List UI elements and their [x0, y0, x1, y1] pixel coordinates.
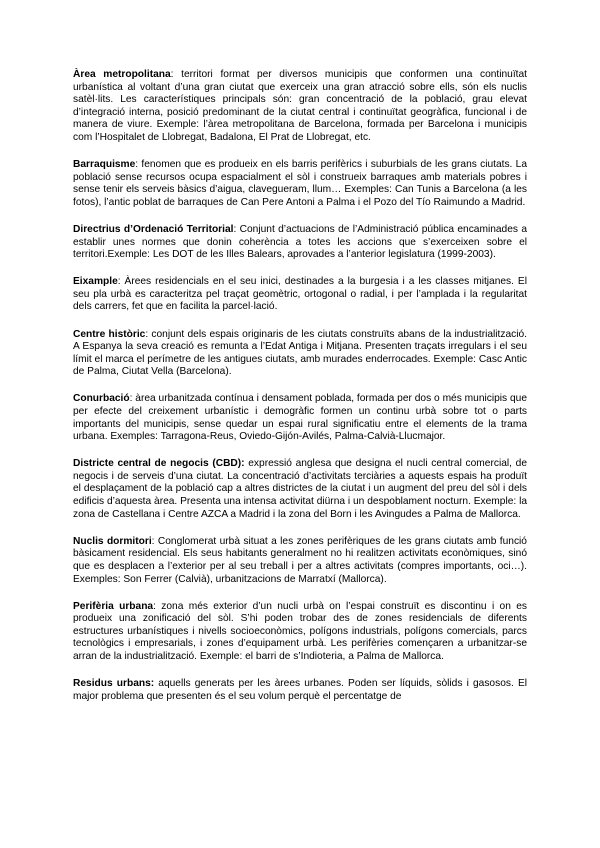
- glossary-definition: : zona més exterior d’un nucli urbà on l’espai construït es discontinu i on es produeix una zonificació del sòl. S’hi poden trobar des de zones residencials de diferents estructures urbanístiques i nivells socioeconòmics, polígons industrials, polígons comercials, parcs tecnològics i empresarials, i zones d’equipament urbà. Les perifèries començaren a urbanitzar-se arran de la industrialització. Exemple: el barri de s’Indioteria, a Palma de Mallorca.: [73, 600, 527, 662]
- glossary-entry-directrius: [73, 224, 527, 262]
- glossary-entry-area-metropolitana: [73, 69, 527, 145]
- glossary-definition: expressió anglesa que designa el nucli central comercial, de negocis i de serveis d’una ciutat. La concentració d’activitats terciàries a aquests espais ha produït el desplaçament de la població cap a altres districtes de la ciutat i un augment del preu del sòl i dels edificis d’aquesta àrea. Presenta una intensa activitat diürna i un despoblament nocturn. Exemple: la zona de Castellana i Centre AZCA a Madrid i la zona del Born i les Avingudes a Palma de Mallorca.: [73, 458, 527, 520]
- glossary-term: Centre històric: [73, 328, 146, 340]
- glossary-definition: : Àrees residencials en el seu inici, destinades a la burgesia i a les classes mitjanes. El seu pla urbà es caracteritza pel traçat geomètric, ortogonal o radial, i per l’amplada i la regularitat dels carrers, fet que en facilita la parcel·lació.: [73, 276, 527, 313]
- glossary-entry-residus-urbans: [73, 678, 527, 703]
- glossary-term: Perifèria urbana: [73, 600, 154, 612]
- glossary-definition: : conjunt dels espais originaris de les ciutats construïts abans de la industrialització. A Espanya la seva creació es remunta a l’Edat Antiga i Mitjana. Presenten traçats irregulars i el seu límit el marca el perímetre de les antigues ciutats, amb murades enderrocades. Exemple: Casc Antic de Palma, Ciutat Vella (Barcelona).: [73, 328, 527, 378]
- glossary-definition: : territori format per diversos municipis que conformen una continuïtat urbanística al voltant d’una gran ciutat que exerceix una gran atracció sobre ells, són els nuclis satèl·lits. Les característiques principals són: gran concentració de la població, grau elevat d’integració interna, posició predominant de la ciutat central i continuïtat geogràfica, funcional i de manera de viure. Exemple: l’àrea metropolitana de Barcelona, formada per Barcelona i municipis com l’Hospitalet de Llobregat, Badalona, El Prat de Llobregat, etc.: [73, 69, 527, 143]
- glossary-entry-eixample: [73, 276, 527, 314]
- glossary-term: Districte central de negocis (CBD):: [73, 458, 245, 470]
- glossary-entry-conurbacio: [73, 393, 527, 443]
- glossary-definition: : fenomen que es produeix en els barris perifèrics i suburbials de les grans ciutats. La població sense recursos ocupa espacialment el sòl i construeix barraques amb materials pobres i sense tenir els serveis bàsics d’aigua, clavegueram, llum… Exemples: Can Tunis a Barcelona (a les fotos), l’antic poblat de barraques de Can Pere Antoni a Palma i el Pozo del Tío Raimundo a Madrid.: [73, 159, 527, 208]
- document-page: [73, 69, 527, 718]
- glossary-term: Eixample: [73, 276, 118, 288]
- glossary-term: Barraquisme: [73, 159, 136, 171]
- glossary-definition: : àrea urbanitzada contínua i densament poblada, formada per dos o més municipis que per efecte del creixement urbanístic i demogràfic formen un continu urbà sobre tot o parts importants del municipis, sense quedar un espai rural significatiu entre el elements de la trama urbana. Exemples: Tarragona-Reus, Oviedo-Gijón-Avilés, Palma-Calvià-Llucmajor.: [73, 393, 527, 443]
- glossary-entry-nuclis-dormitori: [73, 536, 527, 586]
- glossary-entry-periferia-urbana: [73, 601, 527, 664]
- glossary-term: Nuclis dormitori: [73, 535, 152, 547]
- glossary-definition: aquells generats per les àrees urbanes. Poden ser líquids, sòlids i gasosos. El major problema que presenten és el seu volum perquè el percentatge de: [73, 678, 527, 702]
- glossary-definition: : Conglomerat urbà situat a les zones perifèriques de les grans ciutats amb funció bàsicament residencial. Els seus habitants generalment no hi realitzen activitats econòmiques, sinó que es desplacen a l’exterior per al seu treball i per a altres activitats (compres importants, oci…). Exemples: Son Ferrer (Calvià), urbanitzacions de Marratxí (Mallorca).: [73, 535, 527, 585]
- glossary-term: Directrius d’Ordenació Territorial: [73, 223, 234, 235]
- glossary-term: Conurbació: [73, 393, 130, 405]
- glossary-term: Residus urbans:: [73, 678, 155, 690]
- glossary-term: Àrea metropolitana: [73, 69, 171, 80]
- glossary-definition: : Conjunt d’actuacions de l’Administració pública encaminades a establir unes normes que donin coherència a totes les accions que s’exerceixen sobre el territori.Exemple: Les DOT de les Illes Balears, aprovades a l’anterior legislatura (1999-2003).: [73, 223, 527, 261]
- glossary-entry-cbd: [73, 458, 527, 521]
- glossary-entry-centre-historic: [73, 329, 527, 379]
- glossary-entry-barraquisme: [73, 159, 527, 209]
